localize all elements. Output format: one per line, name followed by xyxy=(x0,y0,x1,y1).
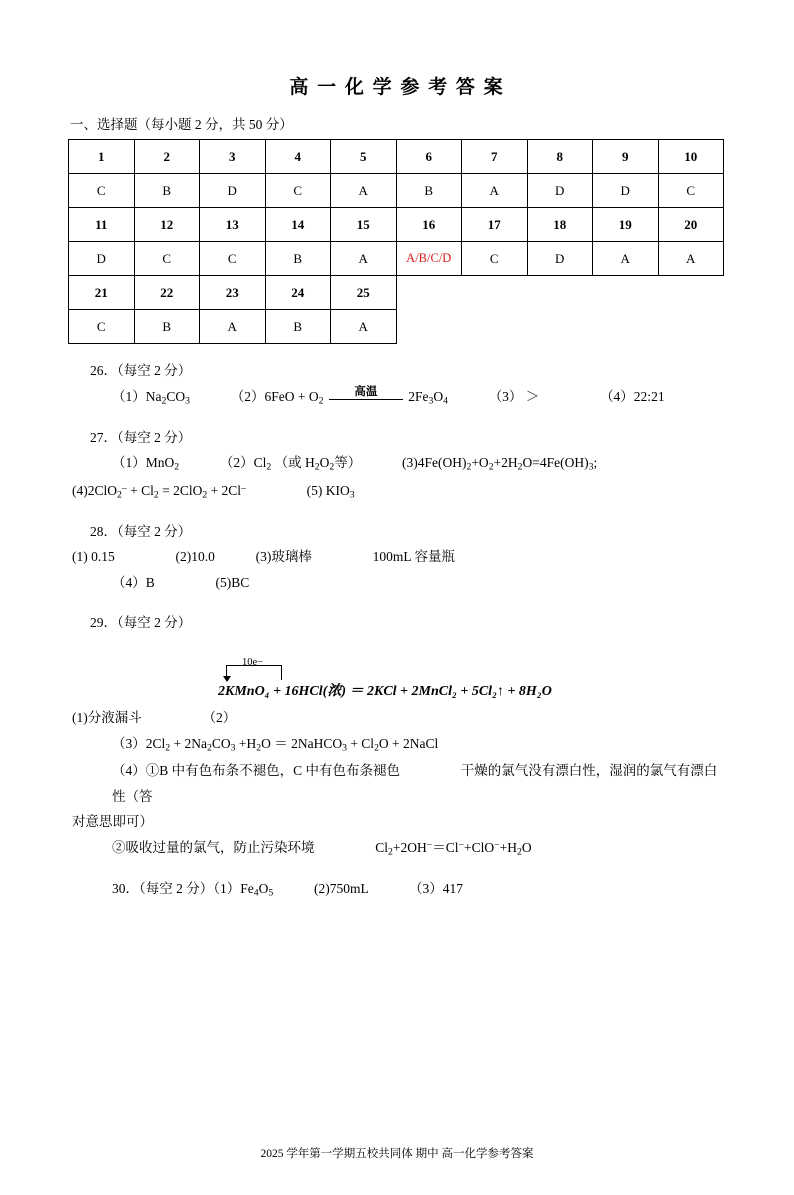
question-30-line1 xyxy=(112,876,726,903)
answer-cell: D xyxy=(527,174,593,208)
question-29-line4: 对意思即可） xyxy=(72,814,153,830)
q27-sub: 2 xyxy=(202,489,208,501)
answer-sheet-page xyxy=(0,72,794,1195)
question-27-line1 xyxy=(112,450,726,477)
electron-transfer-bracket xyxy=(226,665,282,680)
question-27-block xyxy=(68,425,726,505)
q29-l2p7: O + 2NaCl xyxy=(378,736,439,751)
page-footer: 2025 学年第一学期五校共同体 期中 高一化学参考答案 xyxy=(260,1148,534,1160)
answer-cell: B xyxy=(265,310,331,344)
question-number: 3 xyxy=(200,140,266,174)
question-number: 17 xyxy=(462,208,528,242)
reaction-condition-arrow xyxy=(329,385,403,406)
answer-cell: A xyxy=(462,174,528,208)
q29-l1p1: (1)分液漏斗 xyxy=(72,710,142,726)
q27-sub: 2 xyxy=(174,462,180,474)
q30-head: 30．（每空 2 分）（1）Fe xyxy=(112,881,254,897)
q26-product-text: 2Fe xyxy=(408,388,429,404)
q27-p7: +O xyxy=(471,455,489,471)
q30-sub: 5 xyxy=(268,887,274,899)
q29-sub: 2 xyxy=(374,742,379,754)
answer-cell: C xyxy=(462,242,528,276)
q27-l2p1: (4)2ClO xyxy=(72,482,117,498)
question-number: 15 xyxy=(331,208,397,242)
q27-sub: 3 xyxy=(588,462,594,474)
q29-l2p4: +H xyxy=(235,736,257,751)
q29-l3p1: （4）①B 中有色布条不褪色，C 中有色布条褪色 xyxy=(112,763,401,779)
q29-l2p5: O ＝ 2NaHCO xyxy=(261,736,343,751)
q29-sub: 2 xyxy=(388,846,393,858)
q29-l5p3: +2OH xyxy=(392,840,427,856)
table-row xyxy=(69,140,724,174)
answer-cell: D xyxy=(527,242,593,276)
empty-cell xyxy=(593,276,659,310)
question-26-block xyxy=(68,358,726,411)
question-number: 14 xyxy=(265,208,331,242)
q29-l5p2: Cl xyxy=(375,840,389,856)
answer-cell: B xyxy=(134,310,200,344)
question-number: 8 xyxy=(527,140,593,174)
q27-l2p2: + Cl xyxy=(126,482,154,498)
answer-cell: A xyxy=(331,242,397,276)
q27-sub: 2 xyxy=(153,489,159,501)
question-29-line5 xyxy=(112,835,726,862)
question-number: 11 xyxy=(69,208,135,242)
q27-p9: O=4Fe(OH) xyxy=(522,455,589,471)
question-number: 4 xyxy=(265,140,331,174)
question-number: 20 xyxy=(658,208,724,242)
question-number: 23 xyxy=(200,276,266,310)
q26-sub: 2 xyxy=(161,395,167,407)
table-row xyxy=(69,242,724,276)
q26-sub: 3 xyxy=(185,395,190,407)
q29-sub: 2 xyxy=(206,742,212,754)
question-number: 18 xyxy=(527,208,593,242)
q27-p5: 等） xyxy=(334,455,362,471)
question-number: 19 xyxy=(593,208,659,242)
empty-cell xyxy=(658,276,724,310)
table-row xyxy=(69,276,724,310)
q27-sup: – xyxy=(241,482,246,494)
q27-p3: （或 H xyxy=(274,455,315,471)
q29-l1p2: （2） xyxy=(202,710,237,726)
question-number: 21 xyxy=(69,276,135,310)
q29-l5p4: ＝Cl xyxy=(432,840,459,856)
q27-sub: 3 xyxy=(349,489,355,501)
q28-p3: (3)玻璃棒 xyxy=(255,549,312,565)
answer-cell-highlighted: A/B/C/D xyxy=(396,242,462,276)
question-number: 6 xyxy=(396,140,462,174)
page-title: 高 一 化 学 参 考 答 案 xyxy=(289,77,505,98)
q29-l2p3: CO xyxy=(211,736,231,751)
q29-sub: 2 xyxy=(256,742,262,754)
q29-sub: 2 xyxy=(165,742,171,754)
empty-cell xyxy=(396,310,462,344)
question-29-heading: 29．（每空 2 分） xyxy=(90,614,192,630)
q26-sub: 3 xyxy=(428,395,434,407)
q28-p1: (1) 0.15 xyxy=(72,549,115,565)
q30-sub: 4 xyxy=(253,887,259,899)
question-28-line1 xyxy=(72,544,726,570)
question-number: 25 xyxy=(331,276,397,310)
q28-p2: (2)10.0 xyxy=(175,549,215,565)
q26-part4-text: （4）22:21 xyxy=(600,388,665,404)
choice-answers-table xyxy=(68,139,724,344)
empty-cell xyxy=(396,276,462,310)
q29-sub: 3 xyxy=(342,742,347,754)
table-row xyxy=(69,174,724,208)
answer-cell: B xyxy=(265,242,331,276)
answer-cell: C xyxy=(658,174,724,208)
question-number: 12 xyxy=(134,208,200,242)
q27-p10: ; xyxy=(593,455,598,471)
q26-sub: 2 xyxy=(318,395,324,407)
question-27-line2 xyxy=(72,478,726,505)
answer-cell: A xyxy=(200,310,266,344)
question-number: 2 xyxy=(134,140,200,174)
question-number: 22 xyxy=(134,276,200,310)
q26-part2-text: （2）6FeO + O xyxy=(230,388,319,404)
question-26-line1 xyxy=(112,384,726,411)
answer-cell: D xyxy=(593,174,659,208)
empty-cell xyxy=(527,310,593,344)
q29-sup: − xyxy=(426,840,433,852)
answer-cell: A xyxy=(331,310,397,344)
q27-sup: – xyxy=(121,482,127,494)
q27-l2p3: = 2ClO xyxy=(158,482,203,498)
q28-p4: 100mL 容量瓶 xyxy=(372,549,455,565)
q29-l2p2: + 2Na xyxy=(170,736,207,751)
redox-equation-diagram xyxy=(218,657,726,701)
q29-sub: 3 xyxy=(230,742,236,754)
q29-l3p2: 干燥的氯气没有漂白性，湿润的氯气有漂白性（答 xyxy=(112,763,718,804)
q27-sub: 2 xyxy=(314,462,320,474)
answer-cell: B xyxy=(396,174,462,208)
answer-cell: A xyxy=(331,174,397,208)
q27-sub: 2 xyxy=(117,489,122,501)
q29-sup: − xyxy=(494,840,500,852)
q29-sub: 2 xyxy=(516,846,522,858)
question-29-line3 xyxy=(112,758,726,809)
answer-cell: C xyxy=(200,242,266,276)
q28-l2p2: (5)BC xyxy=(215,575,250,591)
q29-l5p5: +ClO xyxy=(463,840,495,856)
q26-part3-text: （3） ＞ xyxy=(488,388,540,404)
arrow-line xyxy=(329,399,403,400)
q30-p3: (2)750mL xyxy=(313,881,369,897)
question-number: 1 xyxy=(69,140,135,174)
answer-cell: A xyxy=(593,242,659,276)
question-number: 16 xyxy=(396,208,462,242)
q27-sub: 2 xyxy=(466,462,472,474)
table-row xyxy=(69,208,724,242)
question-number: 7 xyxy=(462,140,528,174)
question-28-heading: 28．（每空 2 分） xyxy=(90,523,192,539)
question-number: 5 xyxy=(331,140,397,174)
question-28-line2 xyxy=(112,570,726,596)
q27-sub: 2 xyxy=(329,462,335,474)
question-29-block xyxy=(68,610,726,863)
answer-cell: B xyxy=(134,174,200,208)
question-28-block xyxy=(68,519,726,596)
empty-cell xyxy=(658,310,724,344)
q27-l2p5: (5) KIO xyxy=(306,482,350,498)
q29-l2p1: （3）2Cl xyxy=(112,736,166,751)
electron-transfer-label: 10e− xyxy=(242,657,264,669)
question-26-heading: 26．（每空 2 分） xyxy=(90,363,192,378)
q27-p8: +2H xyxy=(493,455,518,471)
answer-cell: C xyxy=(134,242,200,276)
question-number: 10 xyxy=(658,140,724,174)
empty-cell xyxy=(527,276,593,310)
empty-cell xyxy=(593,310,659,344)
answer-cell: C xyxy=(69,310,135,344)
q27-l2p4: + 2Cl xyxy=(207,482,242,498)
q27-sub: 2 xyxy=(488,462,494,474)
q26-product-text2: O xyxy=(433,388,444,404)
q27-sub: 2 xyxy=(266,462,272,474)
question-number: 9 xyxy=(593,140,659,174)
q26-sub: 4 xyxy=(443,395,448,407)
q30-p4: （3）417 xyxy=(408,881,463,897)
q27-sub: 2 xyxy=(517,462,523,474)
answer-cell: A xyxy=(658,242,724,276)
question-number: 13 xyxy=(200,208,266,242)
empty-cell xyxy=(462,310,528,344)
q27-p1: （1）MnO xyxy=(112,455,175,471)
empty-cell xyxy=(462,276,528,310)
q29-sup: − xyxy=(458,840,464,852)
q29-l5p1: ②吸收过量的氯气，防止污染环境 xyxy=(112,840,315,856)
q27-eq1 xyxy=(401,455,598,474)
answer-cell: C xyxy=(69,174,135,208)
table-row xyxy=(69,310,724,344)
question-29-line2 xyxy=(112,731,726,758)
answer-cell: C xyxy=(265,174,331,208)
q27-p4: O xyxy=(319,455,330,471)
answer-cell: D xyxy=(69,242,135,276)
q27-p6: (3)4Fe(OH) xyxy=(401,455,467,471)
q30-p2: O xyxy=(258,881,269,897)
question-number: 24 xyxy=(265,276,331,310)
q29-l5p7: O xyxy=(521,840,532,856)
q26-part1b-text: CO xyxy=(166,388,186,404)
question-30-block xyxy=(68,876,726,903)
redox-equation-text: 2KMnO₄ + 16HCl(浓) ＝ 2KCl + 2MnCl₂ + 5Cl₂↑ + 8H₂O xyxy=(218,684,552,700)
reaction-condition-label: 高温 xyxy=(354,385,378,398)
section-heading-choice: 一、选择题（每小题 2 分，共 50 分） xyxy=(70,117,293,132)
q28-l2p1: （4）B xyxy=(112,575,155,591)
question-27-heading: 27．（每空 2 分） xyxy=(90,429,192,445)
answer-cell: D xyxy=(200,174,266,208)
q29-l2p6: + Cl xyxy=(346,736,375,751)
q26-part1-text: （1）Na xyxy=(112,388,162,404)
q29-l5p6: +H xyxy=(499,840,517,856)
q27-p2: （2）Cl xyxy=(219,455,267,471)
question-29-line1 xyxy=(72,705,726,731)
